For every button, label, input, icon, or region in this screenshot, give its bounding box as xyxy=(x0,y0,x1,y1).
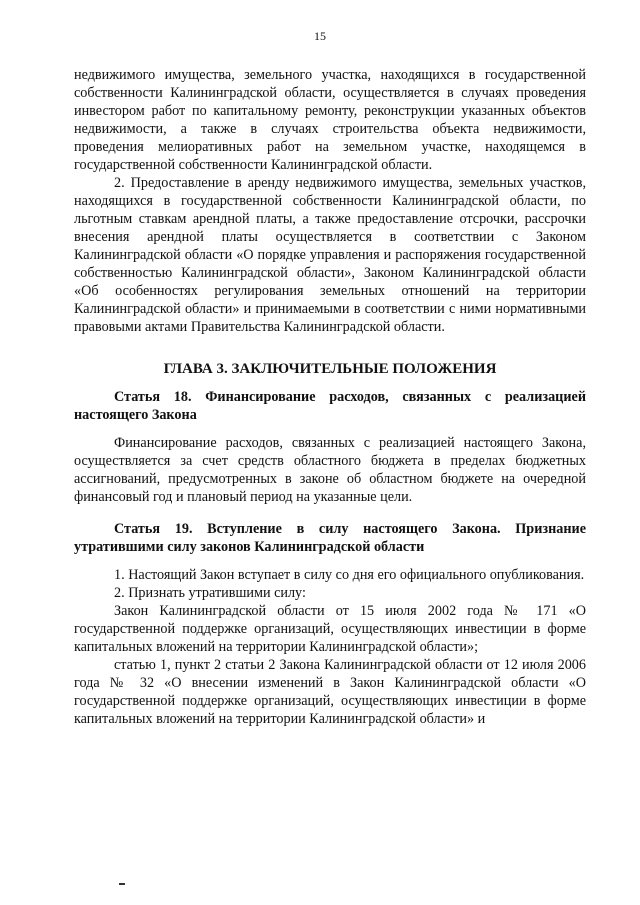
article-19-repealed-law-1: Закон Калининградской области от 15 июля 2002 года № 171 «О государственной поддержке организаций, осуществляющих инвестиции в форме капитальных вложений на территории Калининградской области»; xyxy=(74,603,586,655)
article-19-repealed-law-2: статью 1, пункт 2 статьи 2 Закона Калининградской области от 12 июля 2006 года № 32 «О внесении изменений в Закон Калининградской области «О государственной поддержке организаций, осуществляющих инвестиции в форме капитальных вложений на территории Калининградской области» и xyxy=(74,657,586,727)
scan-mark xyxy=(119,883,125,885)
article-19-item-1: 1. Настоящий Закон вступает в силу со дня его официального опубликования. xyxy=(114,567,585,583)
page-number: 15 xyxy=(314,29,326,43)
article-19-item-2: 2. Признать утратившими силу: xyxy=(114,585,306,601)
chapter-heading: ГЛАВА 3. ЗАКЛЮЧИТЕЛЬНЫЕ ПОЛОЖЕНИЯ xyxy=(163,361,497,377)
paragraph-continuation: недвижимого имущества, земельного участка, находящихся в государственной собственности Калининградской области, осуществляется в случаях проведения инвестором работ по капитальному ремонту, реконструкции указанных объектов недвижимости, а также в случаях строительства объекта недвижимости, проведения мелиоративных работ на земельном участке, находящемся в государственной собственности Калининградской области. xyxy=(74,67,586,173)
paragraph-item-2: 2. Предоставление в аренду недвижимого имущества, земельных участков, находящихся в государственной собственности Калининградской области, по льготным ставкам арендной платы, а также предоставление отсрочки, рассрочки внесения арендной платы осуществляется в соответствии с Законом Калининградской области «О порядке управления и распоряжения государственной собственностью Калининградской области», Законом Калининградской области «Об особенностях регулирования земельных отношений на территории Калининградской области» и принимаемыми в соответствии с ними нормативными правовыми актами Правительства Калининградской области. xyxy=(74,175,586,335)
article-19-title: Статья 19. Вступление в силу настоящего Закона. Признание утратившими силу законов Калининградской области xyxy=(74,521,586,555)
document-body xyxy=(74,66,586,728)
article-18-title: Статья 18. Финансирование расходов, связанных с реализацией настоящего Закона xyxy=(74,389,586,423)
article-18-text: Финансирование расходов, связанных с реализацией настоящего Закона, осуществляется за счет средств областного бюджета в пределах бюджетных ассигнований, предусмотренных в законе об областном бюджете на очередной финансовый год и плановый период на указанные цели. xyxy=(74,435,586,505)
